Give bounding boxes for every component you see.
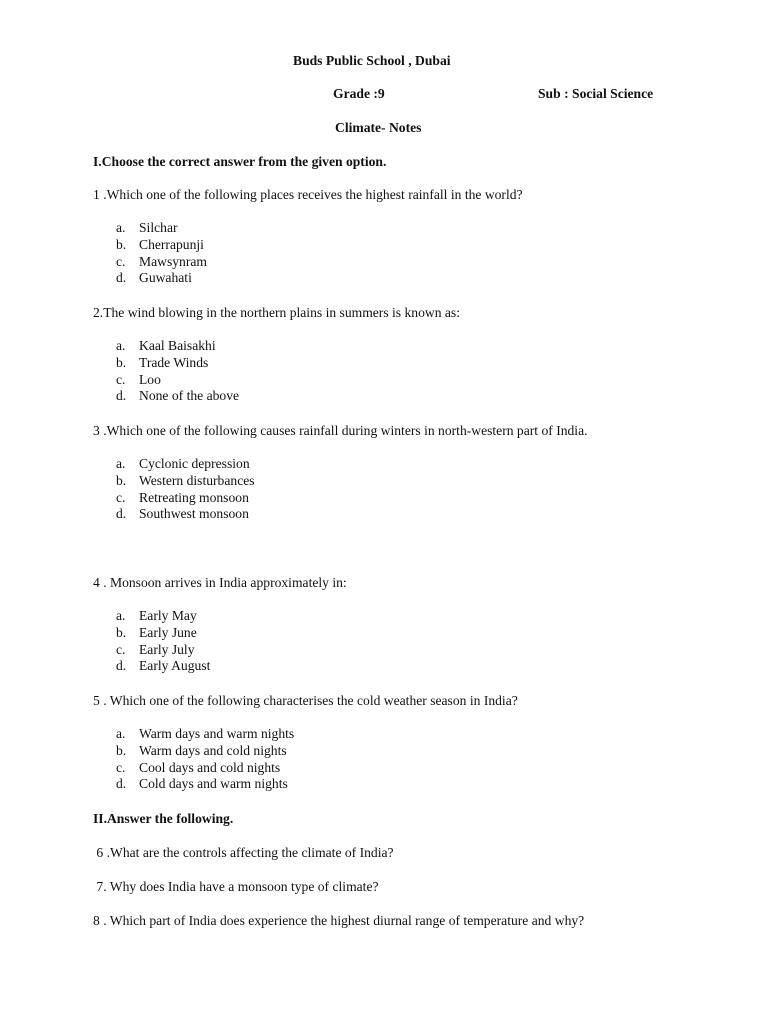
option-b: b. Cherrapunji [116, 236, 204, 252]
option-d: d. Southwest monsoon [116, 506, 249, 522]
question-6: 6 .What are the controls affecting the climate of India? [93, 845, 394, 860]
question-3-options [116, 456, 255, 523]
option-d: d. Early August [116, 658, 211, 674]
section-1-heading: I.Choose the correct answer from the given option. [93, 154, 387, 169]
option-a: a. Silchar [116, 220, 178, 235]
option-d: d. Cold days and warm nights [116, 776, 288, 792]
option-b: b. Early June [116, 624, 197, 640]
question-5-options [116, 726, 294, 793]
question-4-options [116, 608, 210, 675]
option-b: b. Warm days and cold nights [116, 742, 287, 758]
question-7: 7. Why does India have a monsoon type of climate? [93, 879, 379, 894]
option-b: b. Western disturbances [116, 472, 255, 488]
question-2: 2.The wind blowing in the northern plains in summers is known as: [93, 305, 460, 320]
option-a: a. Cyclonic depression [116, 456, 250, 471]
question-8: 8 . Which part of India does experience the highest diurnal range of temperature and why? [93, 913, 585, 928]
question-4: 4 . Monsoon arrives in India approximately in: [93, 575, 347, 590]
question-5: 5 . Which one of the following characterises the cold weather season in India? [93, 693, 518, 708]
option-c: c. Early July [116, 641, 195, 657]
option-a: a. Warm days and warm nights [116, 726, 295, 741]
option-d: d. Guwahati [116, 270, 192, 286]
grade-label: Grade :9 [333, 86, 385, 101]
question-2-options [116, 338, 239, 405]
option-c: c. Retreating monsoon [116, 489, 249, 505]
question-1: 1 .Which one of the following places receives the highest rainfall in the world? [93, 187, 523, 202]
option-c: c. Cool days and cold nights [116, 759, 281, 775]
page-title: Climate- Notes [335, 120, 422, 135]
option-a: a. Kaal Baisakhi [116, 338, 216, 353]
option-b: b. Trade Winds [116, 354, 209, 370]
option-c: c. Mawsynram [116, 253, 207, 269]
school-name: Buds Public School , Dubai [293, 53, 451, 68]
section-2-heading: II.Answer the following. [93, 811, 234, 826]
question-1-options [116, 220, 207, 287]
option-a: a. Early May [116, 608, 197, 623]
subject-label: Sub : Social Science [538, 86, 654, 101]
option-d: d. None of the above [116, 388, 240, 404]
option-c: c. Loo [116, 371, 161, 387]
question-3: 3 .Which one of the following causes rainfall during winters in north-western part of India. [93, 423, 588, 438]
